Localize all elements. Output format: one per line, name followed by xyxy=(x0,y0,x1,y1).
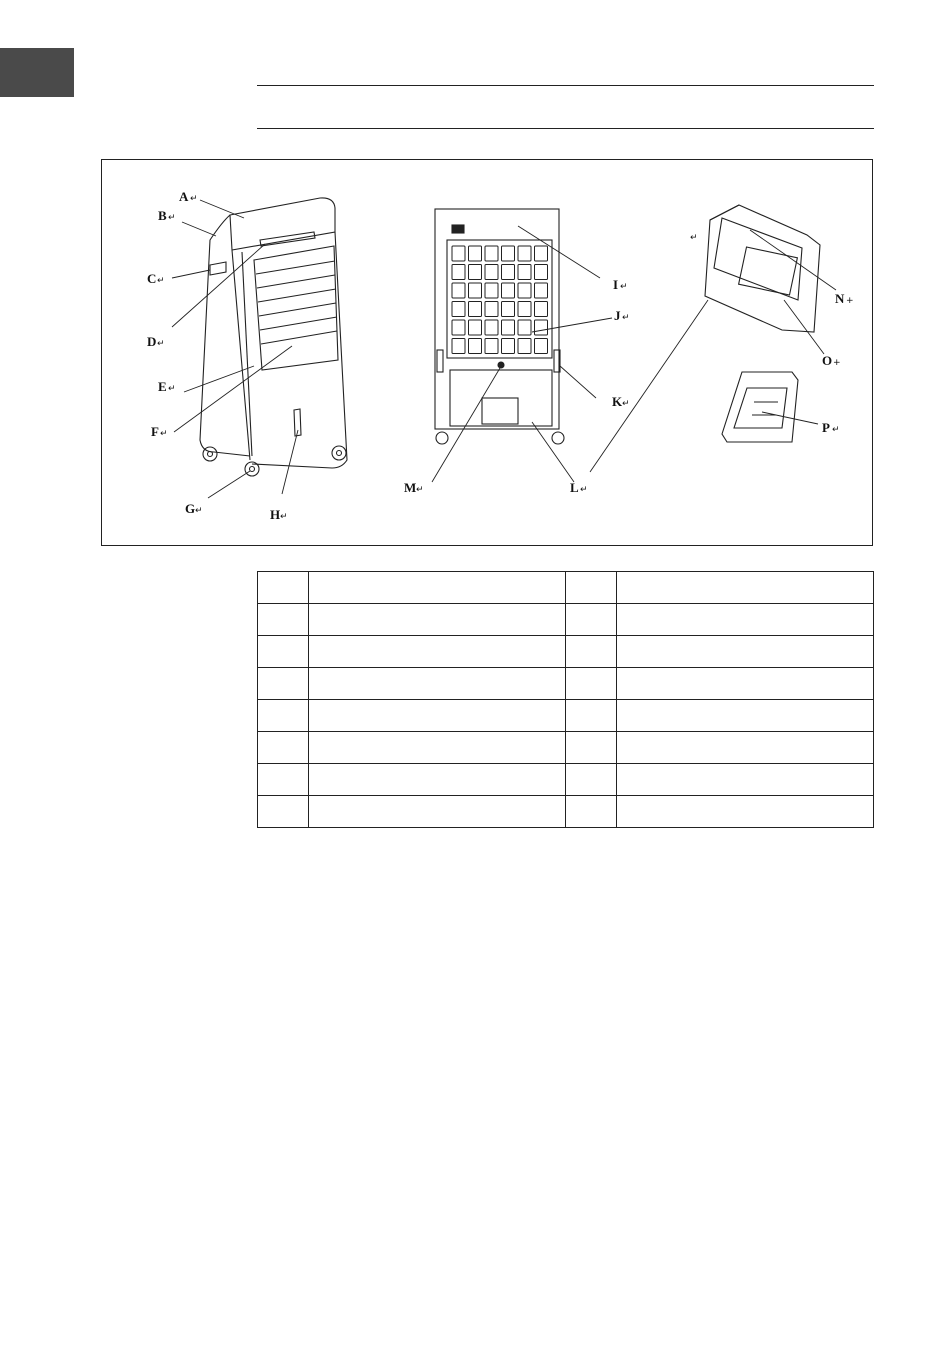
return-mark: ↵ xyxy=(416,485,424,495)
filter-cell xyxy=(535,339,548,354)
ice-pack-drawing xyxy=(722,372,798,442)
filter-cell xyxy=(452,302,465,317)
label-E: E xyxy=(158,379,167,394)
table-cell xyxy=(566,604,617,636)
header-rule-bottom xyxy=(257,128,874,129)
filter-cell xyxy=(502,302,515,317)
table-cell xyxy=(258,572,309,604)
filter-cell xyxy=(452,265,465,280)
table-row xyxy=(258,796,874,828)
filter-cell xyxy=(502,339,515,354)
table-row xyxy=(258,572,874,604)
return-mark: ↵ xyxy=(168,384,176,394)
table-cell xyxy=(309,572,566,604)
return-mark: ↵ xyxy=(195,506,203,516)
table-cell xyxy=(258,732,309,764)
plus-mark: + xyxy=(833,358,841,368)
return-mark: ↵ xyxy=(157,339,165,349)
return-mark: ↵ xyxy=(168,213,176,223)
table-cell xyxy=(566,700,617,732)
label-I: I xyxy=(613,277,619,292)
label-B: B xyxy=(158,208,167,223)
filter-cell xyxy=(518,339,531,354)
language-tab xyxy=(0,48,74,97)
filter-cell xyxy=(502,283,515,298)
filter-cell xyxy=(469,339,482,354)
return-mark: ↵ xyxy=(622,399,630,409)
filter-grid xyxy=(452,246,548,354)
filter-cell xyxy=(469,246,482,261)
filter-cell xyxy=(485,320,498,335)
filter-cell xyxy=(485,265,498,280)
filter-cell xyxy=(502,246,515,261)
filter-cell xyxy=(518,283,531,298)
parts-table xyxy=(257,571,874,828)
return-mark: ↵ xyxy=(190,194,198,204)
return-mark: ↵ xyxy=(622,313,630,323)
table-row xyxy=(258,604,874,636)
return-mark: ↵ xyxy=(280,512,288,522)
table-cell xyxy=(309,700,566,732)
filter-cell xyxy=(535,302,548,317)
front-view-drawing xyxy=(200,198,347,476)
table-cell xyxy=(617,636,874,668)
filter-cell xyxy=(518,302,531,317)
filter-cell xyxy=(452,283,465,298)
table-cell xyxy=(258,700,309,732)
label-C: C xyxy=(147,271,157,286)
filter-cell xyxy=(469,283,482,298)
label-D: D xyxy=(147,334,157,349)
table-cell xyxy=(258,796,309,828)
label-K: K xyxy=(612,394,623,409)
return-mark: ↵ xyxy=(580,485,588,495)
table-row xyxy=(258,732,874,764)
filter-cell xyxy=(485,302,498,317)
label-M: M xyxy=(404,480,417,495)
filter-cell xyxy=(518,265,531,280)
table-row xyxy=(258,700,874,732)
filter-cell xyxy=(485,339,498,354)
table-cell xyxy=(566,636,617,668)
diagram-svg xyxy=(102,160,874,547)
return-mark: ↵ xyxy=(690,233,698,243)
label-O: O xyxy=(822,353,833,368)
filter-cell xyxy=(502,265,515,280)
table-cell xyxy=(309,668,566,700)
table-row xyxy=(258,764,874,796)
product-diagram xyxy=(101,159,873,546)
return-mark: ↵ xyxy=(832,425,840,435)
table-cell xyxy=(566,732,617,764)
filter-cell xyxy=(535,320,548,335)
table-cell xyxy=(309,636,566,668)
label-F: F xyxy=(151,424,159,439)
table-cell xyxy=(309,732,566,764)
table-row xyxy=(258,636,874,668)
filter-cell xyxy=(469,265,482,280)
table-cell xyxy=(566,668,617,700)
return-mark: ↵ xyxy=(157,276,165,286)
return-mark: ↵ xyxy=(620,282,628,292)
filter-cell xyxy=(535,246,548,261)
filter-cell xyxy=(469,320,482,335)
filter-cell xyxy=(452,246,465,261)
filter-cell xyxy=(502,320,515,335)
table-cell xyxy=(566,796,617,828)
table-cell xyxy=(566,764,617,796)
table-cell xyxy=(617,604,874,636)
table-cell xyxy=(258,636,309,668)
table-cell xyxy=(617,732,874,764)
filter-cell xyxy=(485,283,498,298)
label-G: G xyxy=(185,501,196,516)
return-mark: ↵ xyxy=(160,429,168,439)
label-A: A xyxy=(179,189,189,204)
filter-cell xyxy=(535,283,548,298)
header-rule-top xyxy=(257,85,874,86)
table-cell xyxy=(617,764,874,796)
table-cell xyxy=(617,700,874,732)
table-cell xyxy=(258,764,309,796)
filter-cell xyxy=(452,320,465,335)
table-row xyxy=(258,668,874,700)
label-P: P xyxy=(822,420,830,435)
label-N: N xyxy=(835,291,845,306)
table-cell xyxy=(309,764,566,796)
table-cell xyxy=(617,796,874,828)
filter-cell xyxy=(452,339,465,354)
table-cell xyxy=(258,604,309,636)
label-L: L xyxy=(570,480,579,495)
filter-cell xyxy=(535,265,548,280)
table-cell xyxy=(617,668,874,700)
table-cell xyxy=(617,572,874,604)
filter-cell xyxy=(518,320,531,335)
table-cell xyxy=(309,796,566,828)
filter-cell xyxy=(518,246,531,261)
table-cell xyxy=(566,572,617,604)
table-cell xyxy=(258,668,309,700)
rear-view-drawing xyxy=(435,209,564,444)
table-cell xyxy=(309,604,566,636)
filter-cell xyxy=(469,302,482,317)
plus-mark: + xyxy=(846,296,854,306)
label-H: H xyxy=(270,507,281,522)
water-tank-drawing xyxy=(705,205,820,332)
label-J: J xyxy=(614,308,621,323)
filter-cell xyxy=(485,246,498,261)
